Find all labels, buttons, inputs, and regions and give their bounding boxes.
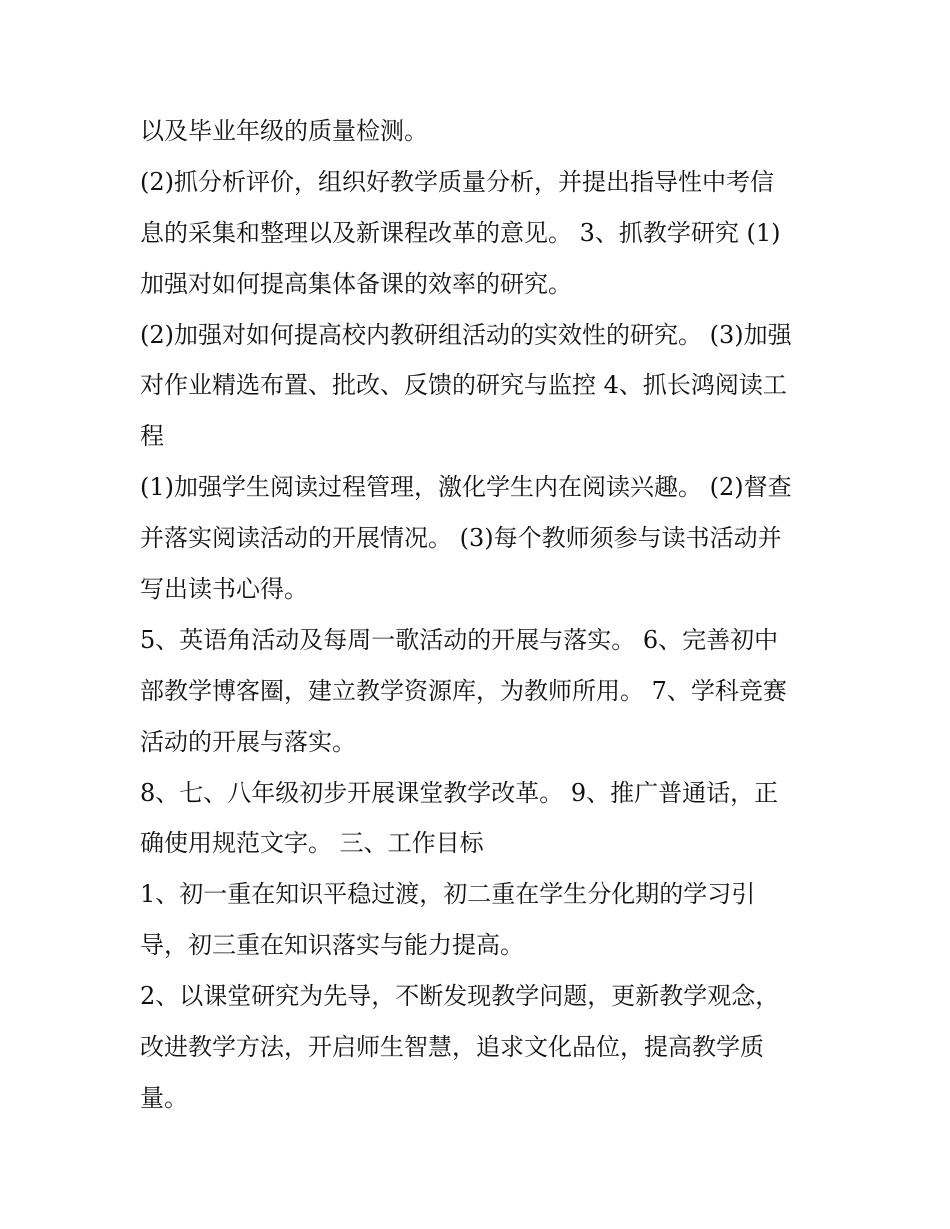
text-line-12: 部教学博客圈，建立教学资源库，为教师所用。 7、学科竞赛 <box>140 676 787 705</box>
document-body <box>140 106 815 1124</box>
text-line-14: 8、七、八年级初步开展课堂教学改革。 9、推广普通话，正 <box>140 778 779 807</box>
text-line-11: 5、英语角活动及每周一歌活动的开展与落实。 6、完善初中 <box>140 625 779 654</box>
text-line-4: 加强对如何提高集体备课的效率的研究。 <box>140 269 572 298</box>
text-line-18: 2、以课堂研究为先导，不断发现教学问题，更新教学观念， <box>140 982 780 1011</box>
text-line-16: 1、初一重在知识平稳过渡，初二重在学生分化期的学习引 <box>140 880 756 909</box>
text-line-8: (1)加强学生阅读过程管理，激化学生内在阅读兴趣。 (2)督查 <box>140 473 792 502</box>
text-line-17: 导，初三重在知识落实与能力提高。 <box>140 931 524 960</box>
text-line-19: 改进教学方法，开启师生智慧，追求文化品位，提高教学质 <box>140 1033 764 1062</box>
text-line-10: 写出读书心得。 <box>140 575 308 604</box>
text-line-2: (2)抓分析评价，组织好教学质量分析，并提出指导性中考信 <box>140 167 774 196</box>
text-line-5: (2)加强对如何提高校内教研组活动的实效性的研究。 (3)加强 <box>140 320 792 349</box>
text-line-7: 程 <box>140 422 164 451</box>
text-line-6: 对作业精选布置、批改、反馈的研究与监控 4、抓长鸿阅读工 <box>140 371 787 400</box>
text-line-13: 活动的开展与落实。 <box>140 727 356 756</box>
text-line-9: 并落实阅读活动的开展情况。 (3)每个教师须参与读书活动并 <box>140 524 782 553</box>
text-line-20: 量。 <box>140 1083 188 1112</box>
text-line-15: 确使用规范文字。 三、工作目标 <box>140 829 484 858</box>
text-line-1: 以及毕业年级的质量检测。 <box>140 117 428 145</box>
text-line-3: 息的采集和整理以及新课程改革的意见。 3、抓教学研究 (1) <box>140 218 781 247</box>
